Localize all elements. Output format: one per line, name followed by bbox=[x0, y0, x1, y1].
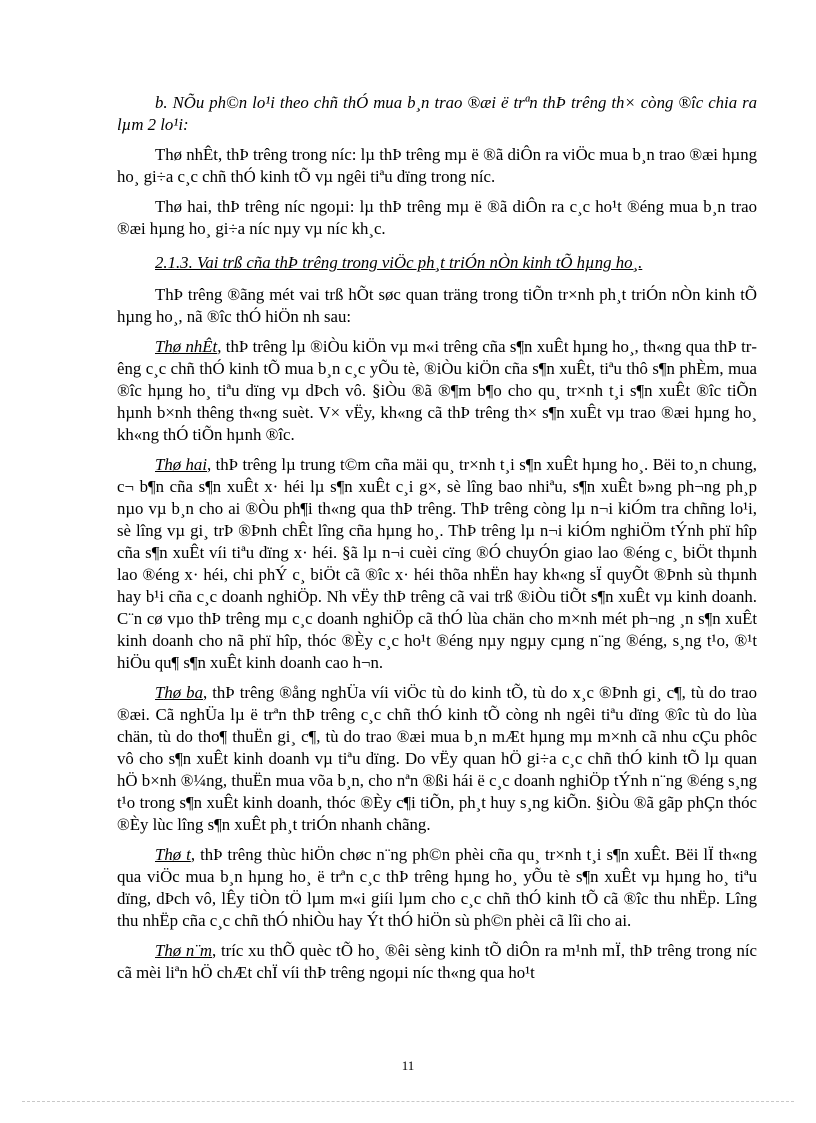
paragraph-text: , thÞ trêng ®ång nghÜa víi viÖc tù do kinh tÕ, tù do x¸c ®Þnh gi¸ c¶, tù do trao ®æi. Cã nghÜa lµ ë trªn thÞ trêng c¸c chñ thÓ kinh tÕ còng nh ngêi tiªu dïng ®îc tù do lùa chän, tù do tho¶ thuËn gi¸ c¶, tù do trao ®æi mua b¸n mÆt hµng mµ m×nh cã nhu cÇu phôc vô cho s¶n xuÊt kinh doanh vµ tiªu dïng. Do vËy quan hÖ gi÷a c¸c chñ thÓ kinh tÕ lµ quan hÖ b×nh ®¼ng, thuËn mua võa b¸n, cho nªn ®ßi hái ë c¸c doanh nghiÖp tÝnh n¨ng ®éng s¸ng t¹o trong s¶n xuÊt kinh doanh, thóc ®Èy c¶i tiÕn, ph¸t huy s¸ng kiÕn. §iÒu ®ã gãp phÇn thóc ®Èy lùc lîng s¶n xuÊt ph¸t triÓn nhanh chãng. bbox=[117, 683, 757, 834]
body-paragraph: Thø hai, thÞ trêng níc ngoµi: lµ thÞ trêng mµ ë ®ã diÔn ra c¸c ho¹t ®éng mua b¸n trao ®æi hµng ho¸ gi÷a níc nµy vµ níc kh¸c. bbox=[117, 197, 757, 238]
paragraph-lead: Thø hai bbox=[155, 455, 207, 474]
body-paragraph: ThÞ trêng ®ãng mét vai trß hÕt søc quan träng trong tiÕn tr×nh ph¸t triÓn nÒn kinh tÕ hµng ho¸, nã ®îc thÓ hiÖn nh sau: bbox=[117, 285, 757, 326]
body-paragraph: Thø nhÊt, thÞ trêng trong níc: lµ thÞ trêng mµ ë ®ã diÔn ra viÖc mua b¸n trao ®æi hµng ho¸ gi÷a c¸c chñ thÓ kinh tÕ vµ ngêi tiªu dïng trong níc. bbox=[117, 145, 757, 186]
paragraph-lead: Thø t bbox=[155, 845, 191, 864]
section-heading: 2.1.3. Vai trß cña thÞ trêng trong viÖc ph¸t triÓn nÒn kinh tÕ hµng ho¸. bbox=[155, 253, 643, 272]
paragraph-lead: Thø nhÊt bbox=[155, 337, 218, 356]
paragraph-lead: Thø n¨m bbox=[155, 941, 213, 960]
document-body bbox=[117, 92, 757, 984]
paragraph-text: , thÞ trêng lµ ®iÒu kiÖn vµ m«i trêng cña s¶n xuÊt hµng ho¸, th«ng qua thÞ trêng c¸c chñ thÓ kinh tÕ mua b¸n c¸c yÕu tè, ®iÒu kiÖn cña s¶n xuÊt, tiªu thô s¶n phÈm, mua ®îc hµng ho¸ tiªu dïng vµ dÞch vô. §iÒu ®ã ®¶m b¶o cho qu¸ tr×nh t¸i s¶n xuÊt ®îc tiÕn hµnh b×nh thêng th«ng suèt. V× vËy, kh«ng cã thÞ trêng th× s¶n xuÊt vµ trao ®æi hµng ho¸ kh«ng thÓ tiÕn hµnh ®îc. bbox=[117, 337, 757, 444]
paragraph-text: , tríc xu thÕ quèc tÕ ho¸ ®êi sèng kinh tÕ diÔn ra m¹nh mÏ, thÞ trêng trong níc cã mèi liªn hÖ chÆt chÏ víi thÞ trêng ngoµi níc th«ng qua ho¹t bbox=[117, 941, 757, 982]
body-paragraph bbox=[117, 844, 757, 932]
body-paragraph bbox=[117, 682, 757, 836]
paragraph-text: , thÞ trêng thùc hiÖn chøc n¨ng ph©n phèi cña qu¸ tr×nh t¸i s¶n xuÊt. Bëi lÏ th«ng qua viÖc mua b¸n hµng ho¸ ë trªn c¸c thÞ trêng hµng ho¸ yÕu tè s¶n xuÊt vµ hµng ho¸ tiªu dïng, dÞch vô, lÊy tiÒn tÖ lµm m«i giíi lµm cho c¸c chñ thÓ kinh tÕ cã ®îc thu nhËp. Lîng thu nhËp cña c¸c chñ thÓ nhiÒu hay Ýt thÓ hiÖn sù ph©n phèi cã lîi cho ai. bbox=[117, 845, 757, 930]
paragraph-text: , thÞ trêng lµ trung t©m cña mäi qu¸ tr×nh t¸i s¶n xuÊt hµng ho¸. Bëi to¸n chung, c¬ b¶n cña s¶n xuÊt x· héi lµ s¶n xuÊt c¸i g×, sè lîng bao nhiªu, s¶n xuÊt b»ng ph¬ng ph¸p nµo vµ b¸n cho ai ®Òu ph¶i th«ng qua thÞ trêng. ThÞ trêng còng lµ n¬i kiÓm tra chñng lo¹i, sè lîng vµ gi¸ trÞ ®Þnh chÊt lîng cña hµng ho¸. ThÞ trêng lµ n¬i kiÓm nghiÖm tÝnh phï hîp cña s¶n xuÊt víi tiªu dïng x· héi. §ã lµ n¬i cuèi cïng ®Ó chuyÓn giao lao ®éng c¸ biÖt thµnh lao ®éng x· héi, chi phÝ c¸ biÖt cã ®îc x· héi thõa nhËn hay kh«ng sÏ quyÕt ®Þnh sù thµnh hay b¹i cña c¸c doanh nghiÖp. Nh vËy thÞ trêng cã vai trß ®iÒu tiÕt s¶n xuÊt vµ kinh doanh. C¨n cø vµo thÞ trêng mµ c¸c doanh nghiÖp cã thÓ lùa chän cho m×nh mét ph¬ng ¸n s¶n xuÊt kinh doanh cho nã phï hîp, thóc ®Èy c¸c ho¹t ®éng nµy ngµy cµng n¨ng ®éng, s¸ng t¹o, ®¹t hiÖu qu¶ s¶n xuÊt kinh doanh cao h¬n. bbox=[117, 455, 757, 672]
body-paragraph bbox=[117, 940, 757, 984]
page-bottom-divider bbox=[22, 1101, 794, 1102]
body-paragraph bbox=[117, 454, 757, 674]
body-paragraph bbox=[117, 336, 757, 446]
page-number: 11 bbox=[401, 1058, 415, 1073]
paragraph-lead: Thø ba bbox=[155, 683, 203, 702]
subsection-heading: b. NÕu ph©n lo¹i theo chñ thÓ mua b¸n trao ®æi ë trªn thÞ trêng th× còng ®îc chia ra lµm 2 lo¹i: bbox=[117, 93, 757, 134]
